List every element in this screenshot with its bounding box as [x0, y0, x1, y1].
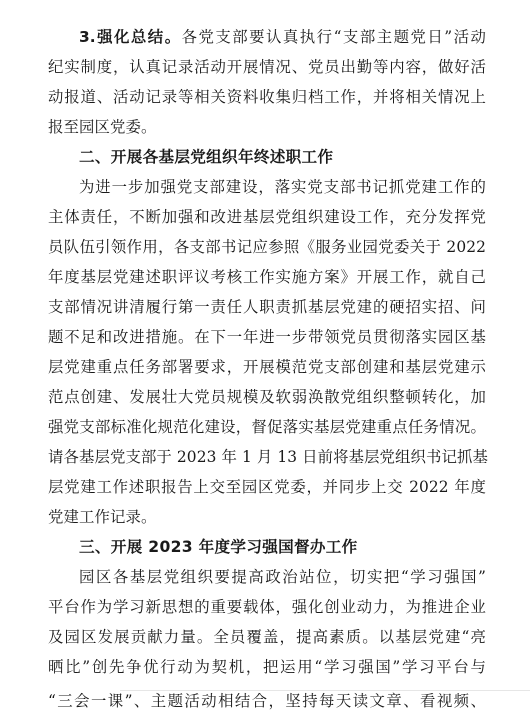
paragraph-1-line-3: 动报道、活动记录等相关资料收集归档工作，并将相关情况上 — [48, 88, 486, 106]
paragraph-2-line-8: 范点创建、发展壮大党员规模及软弱涣散党组织整顿转化，加 — [48, 388, 486, 406]
paragraph-2-line-3: 员队伍引领作用，各支部书记应参照《服务业园党委关于 2022 — [48, 238, 486, 256]
paragraph-3-line-2: 平台作为学习新思想的重要载体，强化创业动力，为推进企业 — [48, 598, 486, 616]
paragraph-3-line-3: 及园区发展贡献力量。全员覆盖，提高素质。以基层党建“亮 — [48, 628, 486, 646]
paragraph-1-line-1-text: 各党支部要认真执行“支部主题党日”活动 — [181, 28, 486, 46]
paragraph-1-line-1 — [79, 22, 486, 52]
paragraph-2-line-6: 题不足和改进措施。在下一年进一步带领党员贯彻落实园区基 — [48, 328, 486, 346]
paragraph-3-line-4: 晒比”创先争优行动为契机，把运用“学习强国”学习平台与 — [48, 658, 486, 676]
section-heading-2: 二、开展各基层党组织年终述职工作 — [79, 148, 334, 166]
paragraph-2-line-7: 层党建重点任务部署要求，开展模范党支部创建和基层党建示 — [48, 358, 486, 376]
paragraph-1-line-2: 纪实制度，认真记录活动开展情况、党员出勤等内容，做好活 — [48, 58, 486, 76]
paragraph-2-line-1: 为进一步加强党支部建设，落实党支部书记抓党建工作的 — [79, 178, 486, 196]
section-heading-3: 三、开展 2023 年度学习强国督办工作 — [79, 538, 358, 556]
paragraph-2-line-10: 请各基层党支部于 2023 年 1 月 13 日前将基层党组织书记抓基 — [48, 448, 488, 466]
paragraph-2-line-11: 层党建工作述职报告上交至园区党委，并同步上交 2022 年度 — [48, 478, 486, 496]
paragraph-2-line-5: 支部情况讲清履行第一责任人职责抓基层党建的硬招实招、问 — [48, 298, 486, 316]
paragraph-3-line-5: “三会一课”、主题活动相结合，坚持每天读文章、看视频、 — [48, 692, 486, 710]
paragraph-2-line-4: 年度基层党建述职评议考核工作实施方案》开展工作，就自己 — [48, 268, 486, 286]
paragraph-1-lead: 3.强化总结。 — [79, 28, 182, 46]
paragraph-3-line-1: 园区各基层党组织要提高政治站位，切实把“学习强国” — [79, 568, 486, 586]
paragraph-1-line-4: 报至园区党委。 — [48, 118, 157, 136]
paragraph-2-line-9: 强党支部标准化规范化建设，督促落实基层党建重点任务情况。 — [48, 418, 486, 436]
paragraph-2-line-2: 主体责任，不断加强和改进基层党组织建设工作，充分发挥党 — [48, 208, 486, 226]
paragraph-2-line-12: 党建工作记录。 — [48, 508, 157, 526]
